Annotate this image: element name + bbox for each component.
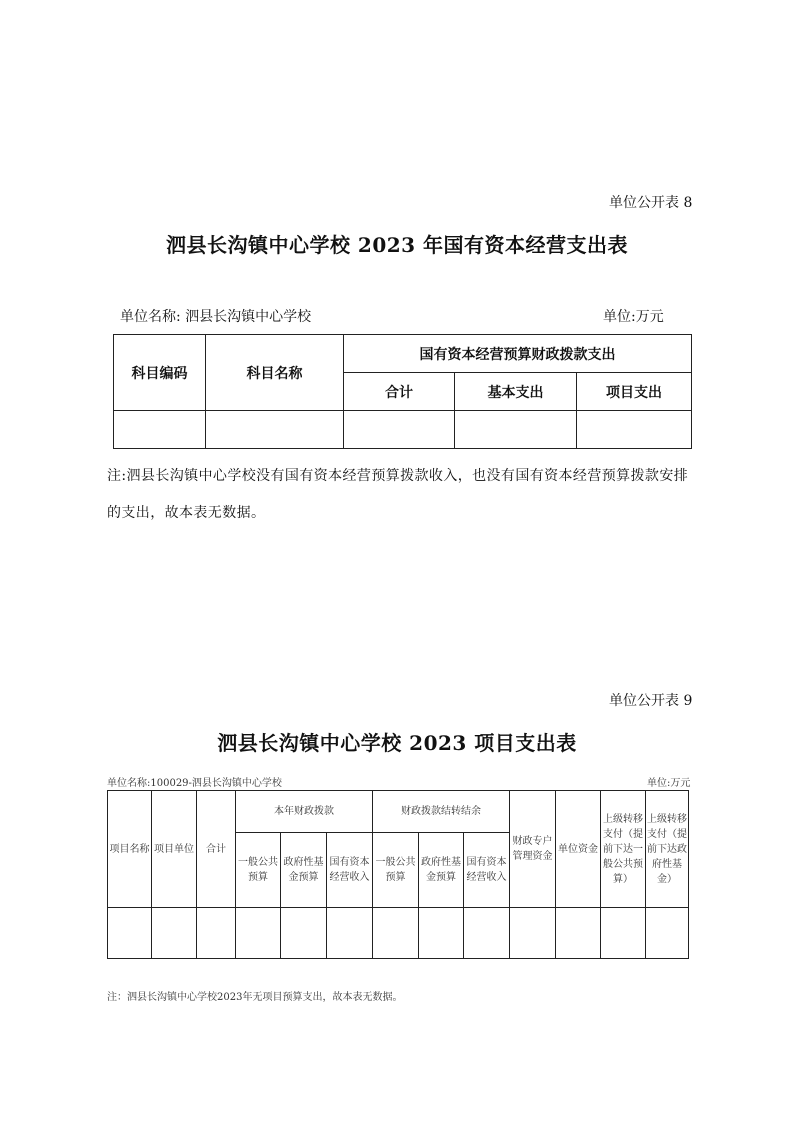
table-tag-9: 单位公开表 9 [609,693,693,709]
header-general-public: 一般公共预算 [236,833,281,908]
header-transfer-general: 上级转移支付（提前下达一般公共预算） [601,791,646,908]
header-carry-state-capital: 国有资本经营收入 [464,833,510,908]
state-capital-expenditure-table [113,334,692,449]
table-cell [455,411,577,449]
header-current-year-group: 本年财政拨款 [236,791,373,833]
table-cell [236,908,281,959]
header-unit-fund: 单位资金 [556,791,601,908]
header-total: 合计 [197,791,236,908]
table-cell [646,908,689,959]
header-transfer-fund: 上级转移支付（提前下达政府性基金） [646,791,689,908]
table-tag-8: 单位公开表 8 [609,195,693,211]
table-cell [114,411,206,449]
header-gov-fund: 政府性基金预算 [281,833,327,908]
table-cell [344,411,455,449]
header-state-capital-group: 国有资本经营预算财政拨款支出 [344,335,692,373]
unit-name-8: 单位名称: 泗县长沟镇中心学校 [120,309,312,325]
header-subject-name: 科目名称 [206,335,344,411]
page-title-9: 泗县长沟镇中心学校 2023 项目支出表 [217,731,577,755]
table-cell [601,908,646,959]
table-cell [510,908,556,959]
header-basic-expenditure: 基本支出 [455,373,577,411]
header-total: 合计 [344,373,455,411]
header-subject-code: 科目编码 [114,335,206,411]
table-cell [419,908,464,959]
header-special-fund: 财政专户管理资金 [510,791,556,908]
table-cell [152,908,197,959]
table-cell [464,908,510,959]
unit-label-8: 单位:万元 [603,309,664,325]
note-8: 注:泗县长沟镇中心学校没有国有资本经营预算拨款收入，也没有国有资本经营预算拨款安排的支出，故本表无数据。 [107,468,689,521]
header-carryover-group: 财政拨款结转结余 [373,791,510,833]
header-project-name: 项目名称 [108,791,152,908]
header-state-capital: 国有资本经营收入 [327,833,373,908]
unit-label-9: 单位:万元 [647,778,691,789]
table-cell [577,411,692,449]
table-cell [108,908,152,959]
note-9: 注：泗县长沟镇中心学校2023年无项目预算支出，故本表无数据。 [107,992,403,1003]
header-carry-general-public: 一般公共预算 [373,833,419,908]
table-cell [197,908,236,959]
table-cell [556,908,601,959]
unit-name-9: 单位名称:100029-泗县长沟镇中心学校 [107,778,282,789]
header-project-unit: 项目单位 [152,791,197,908]
table-cell [281,908,327,959]
table-cell [327,908,373,959]
table-row [108,908,689,959]
table-row [114,411,692,449]
header-carry-gov-fund: 政府性基金预算 [419,833,464,908]
header-project-expenditure: 项目支出 [577,373,692,411]
project-expenditure-table [107,790,689,959]
table-cell [206,411,344,449]
table-cell [373,908,419,959]
page-title-8: 泗县长沟镇中心学校 2023 年国有资本经营支出表 [165,233,629,257]
